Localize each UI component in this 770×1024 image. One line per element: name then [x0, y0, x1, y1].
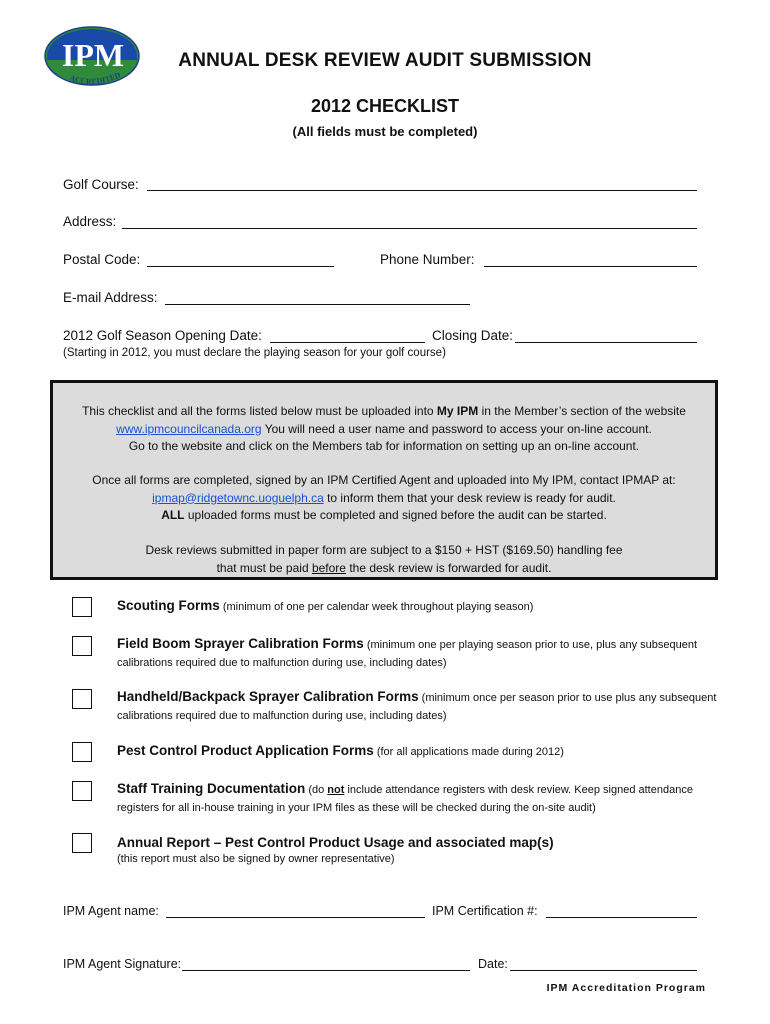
date-field[interactable]	[510, 970, 697, 971]
item-description: (minimum of one per calendar week throughout playing season)	[219, 601, 534, 613]
info-text: Once all forms are completed, signed by an IPM Certified Agent and uploaded into My IPM, contact IPMAP at:	[92, 473, 676, 487]
agent-signature-label: IPM Agent Signature:	[63, 957, 182, 971]
before-emphasis: before	[311, 560, 346, 575]
item-title: Field Boom Sprayer Calibration Forms	[117, 636, 364, 651]
season-note: (Starting in 2012, you must declare the playing season for your golf course)	[63, 347, 446, 359]
document-subtitle: 2012 CHECKLIST	[310, 96, 460, 116]
not-emphasis: not	[327, 784, 345, 796]
item-title: Staff Training Documentation	[117, 781, 306, 796]
item-description: (this report must also be signed by owner representative)	[117, 853, 395, 865]
document-title: ANNUAL DESK REVIEW AUDIT SUBMISSION	[178, 50, 592, 71]
phone-field[interactable]	[484, 266, 697, 267]
backpack-sprayer-checkbox[interactable]	[72, 689, 92, 709]
checklist-item	[117, 688, 717, 725]
boom-sprayer-checkbox[interactable]	[72, 636, 92, 656]
application-forms-checkbox[interactable]	[72, 742, 92, 762]
address-field[interactable]	[122, 228, 697, 229]
info-text: the desk review is forwarded for audit.	[345, 560, 552, 575]
staff-training-checkbox[interactable]	[72, 781, 92, 801]
fee-notice	[53, 542, 715, 577]
contact-instructions	[53, 472, 715, 525]
completion-note: (All fields must be completed)	[292, 124, 478, 139]
info-text: Desk reviews submitted in paper form are subject to a $150 + HST ($169.50) handling fee	[145, 543, 623, 557]
checklist-item	[117, 742, 717, 761]
postal-code-label: Postal Code:	[63, 252, 141, 267]
email-link[interactable]: ipmap@ridgetownc.uoguelph.ca	[152, 490, 324, 505]
info-text: that must be paid	[216, 560, 312, 575]
agent-name-label: IPM Agent name:	[63, 904, 159, 918]
postal-code-field[interactable]	[147, 266, 334, 267]
info-text: You will need a user name and password to access your on-line account.	[261, 421, 652, 436]
scouting-forms-checkbox[interactable]	[72, 597, 92, 617]
golf-course-field[interactable]	[147, 190, 697, 191]
email-label: E-mail Address:	[63, 290, 158, 305]
upload-instructions	[53, 403, 715, 456]
svg-text:IPM: IPM	[61, 37, 125, 73]
address-label: Address:	[63, 214, 117, 229]
info-text: uploaded forms must be completed and signed before the audit can be started.	[184, 508, 607, 522]
instructions-box	[50, 380, 718, 580]
closing-date-label: Closing Date:	[432, 328, 514, 343]
svg-text:ACCREDITED: ACCREDITED	[68, 70, 122, 87]
info-text: Go to the website and click on the Members tab for information on setting up an on-line account.	[128, 439, 640, 453]
checklist-item	[117, 834, 717, 868]
checklist-item	[117, 597, 717, 616]
item-title: Annual Report – Pest Control Product Usage and associated map(s)	[117, 835, 554, 850]
certification-label: IPM Certification #:	[432, 904, 538, 918]
date-label: Date:	[478, 957, 508, 971]
item-title: Scouting Forms	[117, 598, 220, 613]
item-title: Handheld/Backpack Sprayer Calibration Forms	[117, 689, 419, 704]
item-title: Pest Control Product Application Forms	[117, 743, 374, 758]
agent-signature-field[interactable]	[182, 970, 470, 971]
opening-date-field[interactable]	[270, 342, 425, 343]
info-text: This checklist and all the forms listed below must be uploaded into	[82, 404, 437, 418]
item-description: include attendance registers with desk review. Keep signed attendance registers for all in-house training in your IPM files as these will be checked during the on-site audit)	[117, 784, 693, 814]
item-description: (do	[305, 784, 328, 796]
opening-date-label: 2012 Golf Season Opening Date:	[63, 328, 262, 343]
phone-label: Phone Number:	[380, 252, 475, 267]
item-description: (for all applications made during 2012)	[373, 746, 564, 758]
info-text: to inform them that your desk review is ready for audit.	[323, 490, 616, 505]
email-field[interactable]	[165, 304, 470, 305]
checklist-item	[117, 780, 717, 817]
item-description: (minimum one per playing season prior to use, plus any subsequent calibrations required due to malfunction during use, including dates)	[117, 639, 698, 669]
checklist-item	[117, 635, 717, 672]
footer-program-name: IPM Accreditation Program	[546, 982, 706, 994]
my-ipm-label: My IPM	[436, 404, 479, 418]
closing-date-field[interactable]	[515, 342, 697, 343]
golf-course-label: Golf Course:	[63, 177, 139, 192]
certification-field[interactable]	[546, 917, 697, 918]
agent-name-field[interactable]	[166, 917, 425, 918]
website-link[interactable]: www.ipmcouncilcanada.org	[116, 421, 262, 436]
info-text: in the Member’s section of the website	[478, 404, 686, 418]
annual-report-checkbox[interactable]	[72, 833, 92, 853]
all-emphasis: ALL	[161, 508, 185, 522]
item-description: (minimum once per season prior to use plus any subsequent calibrations required due to malfunction during use, including dates)	[117, 692, 717, 722]
